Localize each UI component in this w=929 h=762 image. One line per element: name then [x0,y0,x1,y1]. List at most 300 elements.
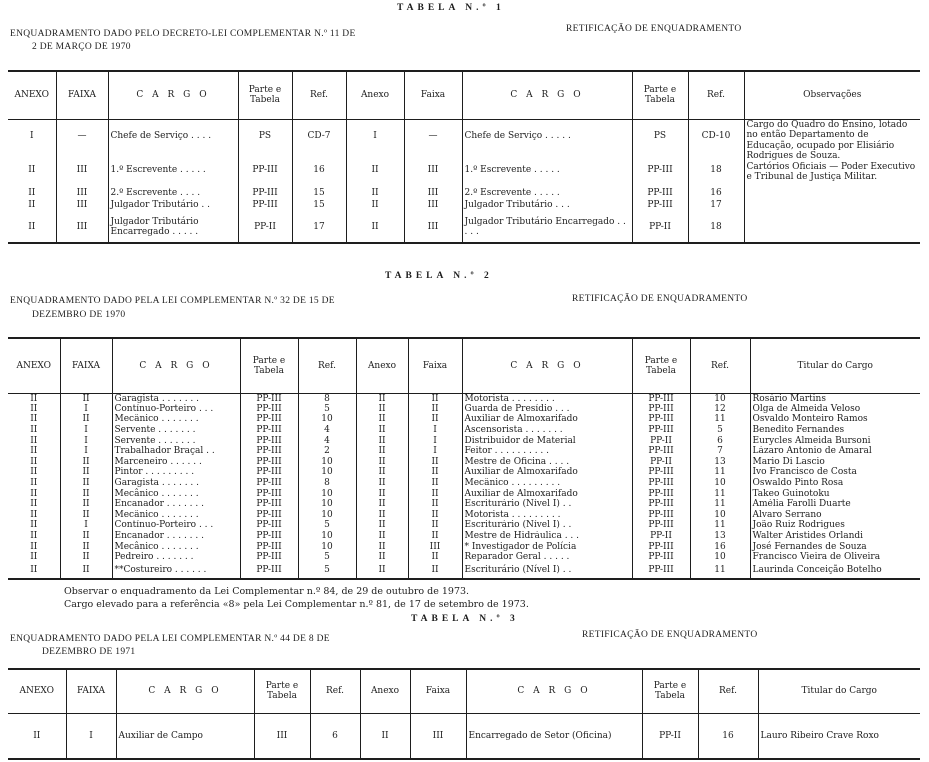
cell-faixa-retificada: II [408,510,462,521]
cell-ref-retificada: 16 [688,187,744,199]
cell-cargo-retificado: Guarda de Presídio . . . [462,404,632,415]
table-3-left-heading-line-2: DEZEMBRO DE 1971 [42,647,136,657]
cell-faixa-retificada: II [408,552,462,563]
table-row [8,563,920,579]
table-1 [8,70,920,244]
cell-cargo: **Costureiro . . . . . . [112,563,240,579]
cell-titular: João Ruiz Rodrigues [750,520,920,531]
cell-cargo-retificado: Escriturário (Nível I) . . [462,563,632,579]
cell-parte: PP-III [240,457,298,468]
cell-faixa-retificada: III [408,541,462,552]
cell-parte-retificada: PS [632,119,688,153]
cell-parte-retificada: PP-III [632,404,690,415]
cell-parte-retificada: PP-II [632,435,690,446]
cell-cargo: Auxiliar de Campo [116,713,254,759]
cell-cargo-retificado: 1.º Escrevente . . . . . [462,153,632,187]
table-row [8,393,920,404]
cell-cargo: Pedreiro . . . . . . . [112,552,240,563]
cell-parte: PP-III [238,153,292,187]
column-header-ref-retificada: Ref. [688,71,744,119]
cell-anexo-retificado: II [360,713,410,759]
cell-anexo: II [8,153,56,187]
cell-titular: Walter Aristides Orlandi [750,531,920,542]
cell-faixa-retificada: III [404,187,462,199]
table-2-title: TABELA N.º 2 [385,271,493,281]
cell-faixa-retificada: — [404,119,462,153]
cell-cargo-retificado: Motorista . . . . . . . . [462,393,632,404]
table-3-title: TABELA N.º 3 [411,614,519,624]
cell-titular: Olga de Almeida Veloso [750,404,920,415]
cell-parte: PP-III [240,531,298,542]
cell-faixa: II [60,531,112,542]
column-header-faixa-retificada: Faixa [404,71,462,119]
cell-ref-retificada: 13 [690,531,750,542]
cell-faixa: III [56,199,108,211]
cell-anexo-retificado: II [356,446,408,457]
cell-anexo-retificado: II [356,404,408,415]
cell-cargo: 1.º Escrevente . . . . . [108,153,238,187]
cell-anexo: II [8,563,60,579]
column-header-parte-tabela-retificada: Parte e Tabela [632,71,688,119]
cell-anexo-retificado: II [346,187,404,199]
cell-ref: 15 [292,199,346,211]
cell-ref: 5 [298,563,356,579]
cell-parte: PP-III [240,446,298,457]
cell-anexo: II [8,510,60,521]
cell-anexo: II [8,404,60,415]
table-2-right-heading: RETIFICAÇÃO DE ENQUADRAMENTO [572,294,748,304]
cell-parte-retificada: PP-III [632,488,690,499]
cell-parte: PP-III [240,414,298,425]
cell-anexo: II [8,488,60,499]
cell-cargo: Contínuo-Porteiro . . . [112,404,240,415]
column-header-faixa: FAIXA [66,669,116,713]
cell-faixa-retificada: II [408,478,462,489]
table-1-left-heading-line-2: 2 DE MARÇO DE 1970 [32,42,131,52]
cell-ref-retificada: 11 [690,414,750,425]
cell-faixa: II [60,510,112,521]
cell-anexo: II [8,713,66,759]
cell-faixa-retificada: I [408,435,462,446]
cell-cargo: Encanador . . . . . . . [112,531,240,542]
cell-parte-retificada: PP-III [632,541,690,552]
cell-ref: 4 [298,425,356,436]
cell-parte-retificada: PP-III [632,446,690,457]
cell-parte-retificada: PP-III [632,563,690,579]
table-row [8,211,920,243]
cell-faixa-retificada: III [404,153,462,187]
cell-anexo-retificado: II [356,414,408,425]
cell-faixa: III [56,211,108,243]
cell-parte-retificada: PP-III [632,187,688,199]
cell-faixa: II [60,563,112,579]
cell-anexo-retificado: II [356,563,408,579]
cell-anexo-retificado: II [356,393,408,404]
cell-cargo: Marceneiro . . . . . . [112,457,240,468]
column-header-anexo-retificado: Anexo [356,338,408,393]
observacao-cartorios: Cartórios Oficiais — Poder Executivo e Tribunal de Justiça Militar. [746,161,916,182]
cell-cargo-retificado: Mecânico . . . . . . . . . [462,478,632,489]
column-header-faixa: FAIXA [60,338,112,393]
column-header-titular: Titular do Cargo [750,338,920,393]
cell-parte-retificada: PP-III [632,552,690,563]
cell-cargo: 2.º Escrevente . . . . [108,187,238,199]
cell-titular: Lázaro Antonio de Amaral [750,446,920,457]
table-row [8,404,920,415]
cell-anexo: II [8,478,60,489]
cell-faixa-retificada: III [410,713,466,759]
cell-ref: 10 [298,488,356,499]
column-header-faixa-retificada: Faixa [408,338,462,393]
table-2-left-heading-line-2: DEZEMBRO DE 1970 [32,310,126,320]
cell-ref-retificada: 11 [690,499,750,510]
cell-ref-retificada: 10 [690,478,750,489]
cell-ref: CD-7 [292,119,346,153]
cell-parte: PP-III [240,478,298,489]
cell-ref-retificada: CD-10 [688,119,744,153]
cell-cargo: Pintor . . . . . . . . . [112,467,240,478]
cell-cargo-retificado: Escriturário (Nível I) . . [462,499,632,510]
cell-cargo-retificado: Chefe de Serviço . . . . . [462,119,632,153]
cell-ref-retificada: 10 [690,393,750,404]
cell-anexo: II [8,211,56,243]
cell-parte: PP-III [240,552,298,563]
column-header-cargo: C A R G O [112,338,240,393]
cell-parte-retificada: PP-II [632,457,690,468]
cell-parte: PP-II [238,211,292,243]
cell-cargo-retificado: * Investigador de Polícia [462,541,632,552]
cell-faixa-retificada: II [408,457,462,468]
cell-faixa-retificada: II [408,404,462,415]
cell-parte: PP-III [240,541,298,552]
cell-cargo-retificado: Feitor . . . . . . . . . . [462,446,632,457]
table-3-left-heading-line-1: ENQUADRAMENTO DADO PELA LEI COMPLEMENTAR N.º 44 DE 8 DE [10,634,330,644]
column-header-parte-tabela: Parte e Tabela [254,669,310,713]
table-row [8,520,920,531]
cell-anexo-retificado: II [346,211,404,243]
cell-ref: 6 [310,713,360,759]
cell-parte: III [254,713,310,759]
table-1-left-heading-line-1: ENQUADRAMENTO DADO PELO DECRETO-LEI COMPLEMENTAR N.º 11 DE [10,29,356,39]
table-row [8,187,920,199]
column-header-cargo-retificado: C A R G O [466,669,642,713]
cell-ref-retificada: 16 [698,713,758,759]
cell-anexo: II [8,425,60,436]
cell-parte-retificada: PP-III [632,425,690,436]
cell-ref: 10 [298,467,356,478]
column-header-parte-tabela-retificada: Parte e Tabela [632,338,690,393]
cell-anexo: II [8,520,60,531]
table-1-title: TABELA N.º 1 [397,3,505,13]
cell-faixa: I [60,520,112,531]
cell-ref: 15 [292,187,346,199]
cell-ref-retificada: 5 [690,425,750,436]
cell-parte: PP-III [240,393,298,404]
column-header-anexo-retificado: Anexo [360,669,410,713]
column-header-anexo: ANEXO [8,669,66,713]
cell-parte: PP-III [240,467,298,478]
cell-titular: Amélia Farolli Duarte [750,499,920,510]
cell-parte-retificada: PP-III [632,478,690,489]
cell-cargo-retificado: Julgador Tributário . . . [462,199,632,211]
table-2-note-2: Cargo elevado para a referência «8» pela Lei Complementar n.º 81, de 17 de setembro de 1973. [64,599,529,610]
cell-ref-retificada: 11 [690,520,750,531]
column-header-cargo-retificado: C A R G O [462,71,632,119]
cell-anexo: I [8,119,56,153]
cell-faixa: II [60,414,112,425]
cell-faixa-retificada: II [408,520,462,531]
column-header-ref-retificada: Ref. [690,338,750,393]
cell-faixa: I [60,446,112,457]
cell-cargo: Julgador Tributário . . [108,199,238,211]
cell-faixa: II [60,541,112,552]
cell-parte: PP-III [240,435,298,446]
cell-titular: Oswaldo Pinto Rosa [750,478,920,489]
cell-titular: Rosário Martins [750,393,920,404]
cell-anexo: II [8,446,60,457]
table-row [8,457,920,468]
cell-ref: 17 [292,211,346,243]
cell-faixa-retificada: I [408,425,462,436]
table-row [8,414,920,425]
cell-ref: 10 [298,541,356,552]
column-header-cargo-retificado: C A R G O [462,338,632,393]
cell-cargo-retificado: Julgador Tributário Encarregado . . . . . [462,211,632,243]
cell-cargo-retificado: Mestre de Oficina . . . . [462,457,632,468]
cell-cargo: Mecânico . . . . . . . [112,488,240,499]
cell-anexo-retificado: II [356,435,408,446]
column-header-anexo: ANEXO [8,71,56,119]
observacao-quadro-ensino: Cargo do Quadro do Ensino, lotado no então Departamento de Educação, ocupado por Elisiário Rodrigues de Souza. [746,119,908,161]
cell-cargo: Garagista . . . . . . . [112,478,240,489]
cell-parte-retificada: PP-III [632,499,690,510]
table-row [8,467,920,478]
cell-cargo-retificado: Mestre de Hidráulica . . . [462,531,632,542]
cell-observacoes [744,119,920,187]
cell-anexo-retificado: II [356,425,408,436]
cell-anexo-retificado: II [356,510,408,521]
cell-titular: José Fernandes de Souza [750,541,920,552]
cell-cargo: Chefe de Serviço . . . . [108,119,238,153]
cell-cargo-retificado: Motorista . . . . . . . . . [462,510,632,521]
cell-cargo: Encanador . . . . . . . [112,499,240,510]
column-header-parte-tabela-retificada: Parte e Tabela [642,669,698,713]
cell-ref-retificada: 7 [690,446,750,457]
table-row [8,541,920,552]
table-row [8,531,920,542]
cell-anexo: II [8,199,56,211]
table-row [8,478,920,489]
cell-ref: 5 [298,520,356,531]
cell-anexo-retificado: II [356,488,408,499]
cell-parte: PP-III [240,404,298,415]
column-header-faixa-retificada: Faixa [410,669,466,713]
column-header-parte-tabela: Parte e Tabela [238,71,292,119]
cell-faixa: III [56,153,108,187]
column-header-cargo: C A R G O [108,71,238,119]
table-row [8,499,920,510]
cell-cargo: Mecânico . . . . . . . [112,541,240,552]
cell-cargo-retificado: Auxiliar de Almoxarifado [462,467,632,478]
table-row [8,199,920,211]
cell-ref-retificada: 11 [690,563,750,579]
cell-ref-retificada: 17 [688,199,744,211]
table-row [8,510,920,521]
cell-anexo-retificado: II [356,457,408,468]
cell-cargo: Julgador Tributário Encarregado . . . . . [108,211,238,243]
cell-titular: Lauro Ribeiro Crave Roxo [758,713,920,759]
cell-anexo: II [8,499,60,510]
cell-ref-retificada: 11 [690,467,750,478]
cell-faixa: II [60,393,112,404]
cell-parte-retificada: PP-II [632,531,690,542]
cell-parte-retificada: PP-III [632,520,690,531]
cell-parte: PP-III [240,563,298,579]
cell-faixa: II [60,552,112,563]
cell-anexo-retificado: II [346,199,404,211]
table-row [8,446,920,457]
cell-parte: PP-III [238,199,292,211]
cell-ref: 2 [298,446,356,457]
column-header-anexo-retificado: Anexo [346,71,404,119]
cell-titular: Laurinda Conceição Botelho [750,563,920,579]
cell-cargo-retificado: Escriturário (Nível I) . . [462,520,632,531]
column-header-ref: Ref. [310,669,360,713]
cell-anexo-retificado: I [346,119,404,153]
cell-parte-retificada: PP-III [632,199,688,211]
column-header-parte-tabela: Parte e Tabela [240,338,298,393]
cell-parte-retificada: PP-III [632,414,690,425]
cell-titular: Benedito Fernandes [750,425,920,436]
cell-titular: Osvaldo Monteiro Ramos [750,414,920,425]
cell-parte: PP-III [240,510,298,521]
column-header-observacoes: Observações [744,71,920,119]
cell-cargo: Servente . . . . . . . [112,425,240,436]
column-header-titular: Titular do Cargo [758,669,920,713]
table-row [8,488,920,499]
cell-parte-retificada: PP-III [632,467,690,478]
cell-ref: 10 [298,510,356,521]
cell-ref-retificada: 18 [688,211,744,243]
cell-parte-retificada: PP-III [632,393,690,404]
table-row [8,552,920,563]
cell-parte-retificada: PP-III [632,510,690,521]
cell-titular: Ivo Francisco de Costa [750,467,920,478]
column-header-anexo: ANEXO [8,338,60,393]
cell-anexo: II [8,541,60,552]
cell-cargo-retificado: Encarregado de Setor (Oficina) [466,713,642,759]
table-3-right-heading: RETIFICAÇÃO DE ENQUADRAMENTO [582,630,758,640]
cell-cargo-retificado: 2.º Escrevente . . . . . [462,187,632,199]
cell-faixa: I [60,435,112,446]
cell-cargo-retificado: Auxiliar de Almoxarifado [462,414,632,425]
cell-anexo: II [8,393,60,404]
table-1-right-heading: RETIFICAÇÃO DE ENQUADRAMENTO [566,24,742,34]
cell-anexo: II [8,414,60,425]
cell-parte-retificada: PP-III [632,153,688,187]
cell-cargo: Trabalhador Braçal . . [112,446,240,457]
cell-cargo: Mecânico . . . . . . . [112,510,240,521]
cell-ref: 10 [298,499,356,510]
cell-ref-retificada: 13 [690,457,750,468]
table-row [8,435,920,446]
cell-ref: 5 [298,404,356,415]
cell-faixa-retificada: II [408,531,462,542]
cell-faixa-retificada: II [408,563,462,579]
cell-anexo: II [8,552,60,563]
cell-parte-retificada: PP-II [632,211,688,243]
table-row [8,425,920,436]
cell-titular: Francisco Vieira de Oliveira [750,552,920,563]
cell-anexo: II [8,531,60,542]
cell-faixa-retificada: II [408,499,462,510]
cell-ref-retificada: 6 [690,435,750,446]
table-3 [8,668,920,760]
cell-parte: PP-III [240,425,298,436]
cell-ref-retificada: 10 [690,552,750,563]
cell-faixa-retificada: II [408,393,462,404]
cell-faixa: II [60,499,112,510]
cell-titular: Alvaro Serrano [750,510,920,521]
cell-faixa-retificada: II [408,414,462,425]
cell-anexo-retificado: II [356,499,408,510]
table-row [8,119,920,153]
cell-anexo: II [8,435,60,446]
cell-anexo: II [8,187,56,199]
cell-cargo-retificado: Reparador Geral . . . . . [462,552,632,563]
table-2 [8,337,920,580]
table-row [8,713,920,759]
column-header-ref: Ref. [298,338,356,393]
table-2-left-heading-line-1: ENQUADRAMENTO DADO PELA LEI COMPLEMENTAR N.º 32 DE 15 DE [10,296,335,306]
cell-ref: 10 [298,414,356,425]
table-2-note-1: Observar o enquadramento da Lei Complementar n.º 84, de 29 de outubro de 1973. [64,586,470,597]
cell-faixa: II [60,478,112,489]
cell-parte: PS [238,119,292,153]
cell-cargo-retificado: Distribuidor de Material [462,435,632,446]
cell-cargo-retificado: Auxiliar de Almoxarifado [462,488,632,499]
cell-anexo-retificado: II [356,552,408,563]
cell-cargo: Contínuo-Porteiro . . . [112,520,240,531]
column-header-ref: Ref. [292,71,346,119]
cell-ref-retificada: 10 [690,510,750,521]
cell-ref: 16 [292,153,346,187]
cell-faixa-retificada: II [408,467,462,478]
cell-cargo: Servente . . . . . . . [112,435,240,446]
cell-parte: PP-III [240,520,298,531]
cell-titular: Takeo Guinotoku [750,488,920,499]
column-header-cargo: C A R G O [116,669,254,713]
cell-ref: 4 [298,435,356,446]
cell-parte-retificada: PP-II [642,713,698,759]
cell-anexo-retificado: II [356,467,408,478]
cell-anexo-retificado: II [356,541,408,552]
cell-ref: 8 [298,393,356,404]
cell-faixa: — [56,119,108,153]
cell-ref: 10 [298,457,356,468]
cell-ref-retificada: 16 [690,541,750,552]
cell-anexo-retificado: II [356,478,408,489]
cell-faixa-retificada: III [404,199,462,211]
cell-parte: PP-III [240,499,298,510]
cell-ref-retificada: 11 [690,488,750,499]
column-header-ref-retificada: Ref. [698,669,758,713]
cell-ref-retificada: 12 [690,404,750,415]
cell-ref-retificada: 18 [688,153,744,187]
cell-anexo-retificado: II [356,531,408,542]
cell-faixa: I [66,713,116,759]
cell-faixa: II [60,457,112,468]
